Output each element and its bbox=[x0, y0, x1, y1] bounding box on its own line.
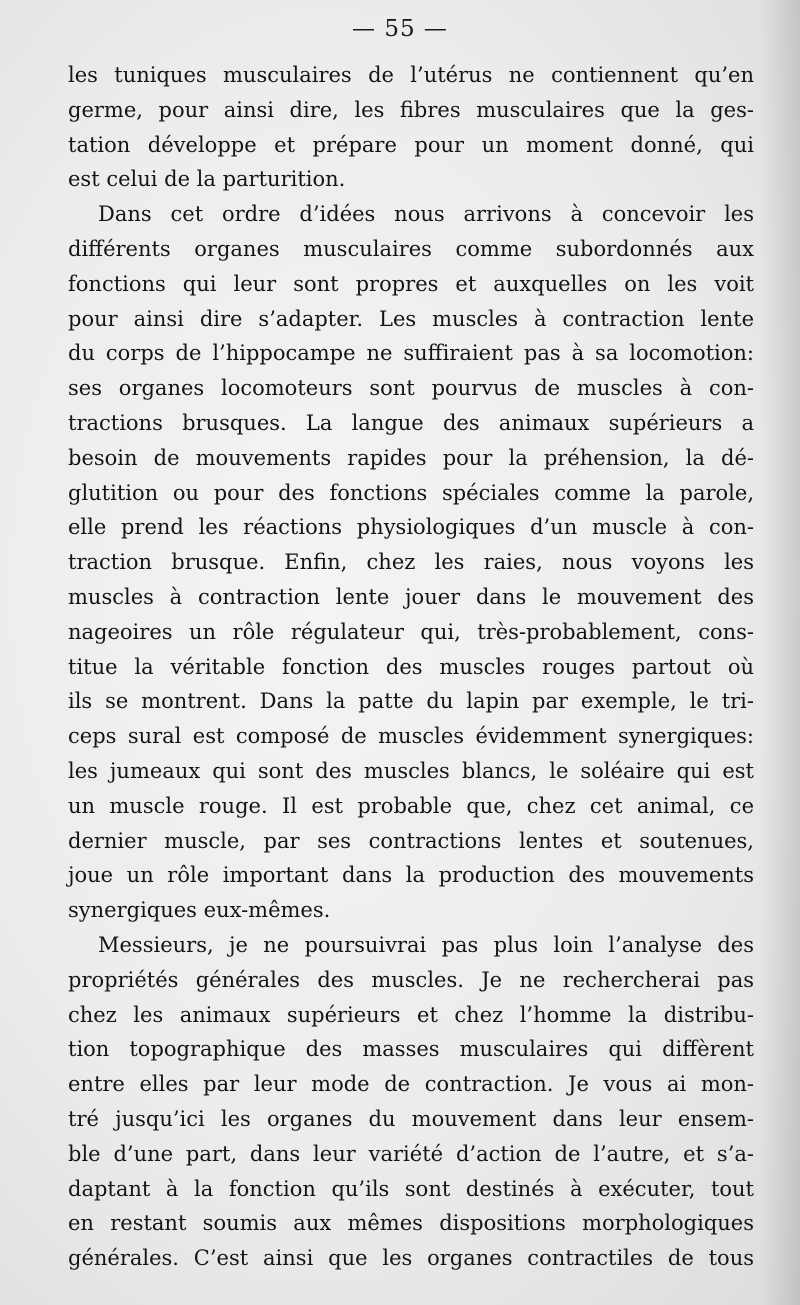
text-line: fonctions qui leur sont propres et auxquelles on les voit bbox=[68, 271, 754, 296]
text-line: du corps de l’hippocampe ne suffiraient pas à sa locomotion: bbox=[68, 341, 754, 366]
text-line: elle prend les réactions physiologiques d’un muscle à con- bbox=[68, 515, 754, 540]
text-line: titue la véritable fonction des muscles rouges partout où bbox=[68, 654, 754, 679]
text-line: pour ainsi dire s’adapter. Les muscles à contraction lente bbox=[68, 306, 754, 331]
body-text bbox=[68, 58, 754, 1276]
text-line: ceps sural est composé de muscles évidemment synergiques: bbox=[68, 724, 754, 749]
text-line: tré jusqu’ici les organes du mouvement dans leur ensem- bbox=[68, 1106, 754, 1131]
text-line: propriétés générales des muscles. Je ne rechercherai pas bbox=[68, 967, 754, 992]
text-line: chez les animaux supérieurs et chez l’homme la distribu- bbox=[68, 1002, 754, 1027]
text-line: en restant soumis aux mêmes dispositions morphologiques bbox=[68, 1211, 754, 1236]
text-line: ble d’une part, dans leur variété d’action de l’autre, et s’a- bbox=[68, 1141, 754, 1166]
text-line: nageoires un rôle régulateur qui, très-probablement, cons- bbox=[68, 619, 754, 644]
text-line: glutition ou pour des fonctions spéciales comme la parole, bbox=[68, 480, 754, 505]
text-line: ils se montrent. Dans la patte du lapin par exemple, le tri- bbox=[68, 689, 754, 714]
text-line: un muscle rouge. Il est probable que, chez cet animal, ce bbox=[68, 793, 754, 818]
paragraph-1 bbox=[68, 58, 754, 197]
text-line: germe, pour ainsi dire, les fibres musculaires que la ges- bbox=[68, 97, 754, 122]
paragraph-2 bbox=[68, 197, 754, 928]
text-line: Messieurs, je ne poursuivrai pas plus loin l’analyse des bbox=[98, 932, 754, 957]
text-line: muscles à contraction lente jouer dans le mouvement des bbox=[68, 584, 754, 609]
paragraph-3 bbox=[68, 928, 754, 1276]
text-line: synergiques eux-mêmes. bbox=[68, 898, 331, 923]
text-line: tion topographique des masses musculaires qui diffèrent bbox=[68, 1037, 754, 1062]
text-line: tation développe et prépare pour un moment donné, qui bbox=[68, 132, 754, 157]
text-line: besoin de mouvements rapides pour la préhension, la dé- bbox=[68, 445, 754, 470]
text-line: daptant à la fonction qu’ils sont destinés à exécuter, tout bbox=[68, 1176, 754, 1201]
text-line: tractions brusques. La langue des animaux supérieurs a bbox=[68, 410, 754, 435]
text-line: les jumeaux qui sont des muscles blancs, le soléaire qui est bbox=[68, 758, 754, 783]
text-line: joue un rôle important dans la production des mouvements bbox=[68, 863, 754, 888]
text-line: dernier muscle, par ses contractions lentes et soutenues, bbox=[68, 828, 754, 853]
text-line: ses organes locomoteurs sont pourvus de muscles à con- bbox=[68, 376, 754, 401]
text-line: entre elles par leur mode de contraction. Je vous ai mon- bbox=[68, 1072, 754, 1097]
text-line: différents organes musculaires comme subordonnés aux bbox=[68, 236, 754, 261]
page-number: — 55 — bbox=[352, 16, 448, 42]
text-line: générales. C’est ainsi que les organes contractiles de tous bbox=[68, 1246, 754, 1271]
text-line: est celui de la parturition. bbox=[68, 167, 346, 192]
text-line: les tuniques musculaires de l’utérus ne contiennent qu’en bbox=[68, 63, 754, 87]
text-line: traction brusque. Enfin, chez les raies, nous voyons les bbox=[68, 550, 754, 575]
text-line: Dans cet ordre d’idées nous arrivons à concevoir les bbox=[98, 202, 754, 227]
